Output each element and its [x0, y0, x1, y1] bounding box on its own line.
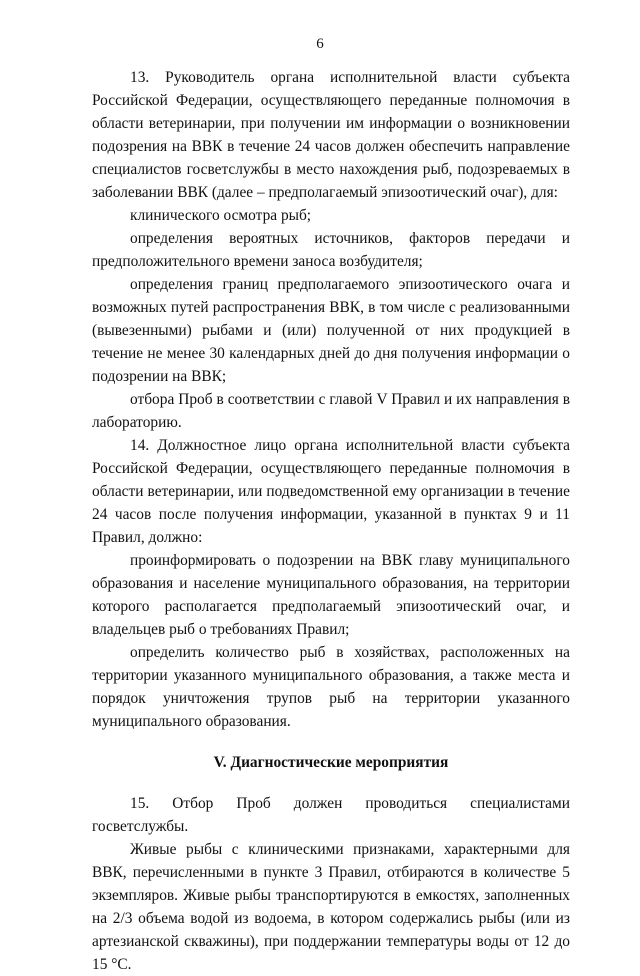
- paragraph-14: 14. Должностное лицо органа исполнительной власти субъекта Российской Федерации, осуществляющего переданные полномочия в области ветеринарии, или подведомственной ему организации в течение 24 часов после получения информации, указанной в пунктах 9 и 11 Правил, должно:: [92, 437, 570, 546]
- paragraph-13: 13. Руководитель органа исполнительной власти субъекта Российской Федерации, осуществляющего переданные полномочия в области ветеринарии, при получении им информации о возникновении подозрения на ВВК в течение 24 часов должен обеспечить направление специалистов госветслужбы в место нахождения рыб, подозреваемых в заболевании ВВК (далее – предполагаемый эпизоотический очаг), для:: [92, 69, 570, 201]
- paragraph-clinical-inspection: клинического осмотра рыб;: [130, 207, 312, 224]
- paragraph-inform: проинформировать о подозрении на ВВК главу муниципального образования и население муниципального образования, на территории которого располагается предполагаемый эпизоотический очаг, и владельцев рыб о требованиях Правил;: [92, 552, 570, 638]
- section-heading: V. Диагностические мероприятия: [213, 754, 449, 771]
- document-body: [92, 66, 570, 976]
- paragraph-sampling: отбора Проб в соответствии с главой V Правил и их направления в лабораторию.: [92, 391, 570, 431]
- paragraph-focus-boundaries: определения границ предполагаемого эпизоотического очага и возможных путей распространения ВВК, в том числе с реализованными (вывезенными) рыбами и (или) полученной от них продукцией в течение не менее 30 календарных дней до дня получения информации о подозрении на ВВК;: [92, 276, 570, 385]
- paragraph-live-fish: Живые рыбы с клиническими признаками, характерными для ВВК, перечисленными в пункте 3 Правил, отбираются в количестве 5 экземпляров. Живые рыбы транспортируются в емкостях, заполненных на 2/3 объема водой из водоема, в котором содержались рыбы (или из артезианской скважины), при поддержании температуры воды от 12 до 15 °С.: [92, 841, 570, 973]
- page-number: 6: [316, 36, 324, 52]
- paragraph-15: 15. Отбор Проб должен проводиться специалистами госветслужбы.: [92, 795, 570, 835]
- paragraph-determine-count: определить количество рыб в хозяйствах, расположенных на территории указанного муниципального образования, а также места и порядок уничтожения трупов рыб на территории указанного муниципального образования.: [92, 644, 570, 730]
- paragraph-sources-factors: определения вероятных источников, факторов передачи и предположительного времени заноса возбудителя;: [92, 230, 570, 270]
